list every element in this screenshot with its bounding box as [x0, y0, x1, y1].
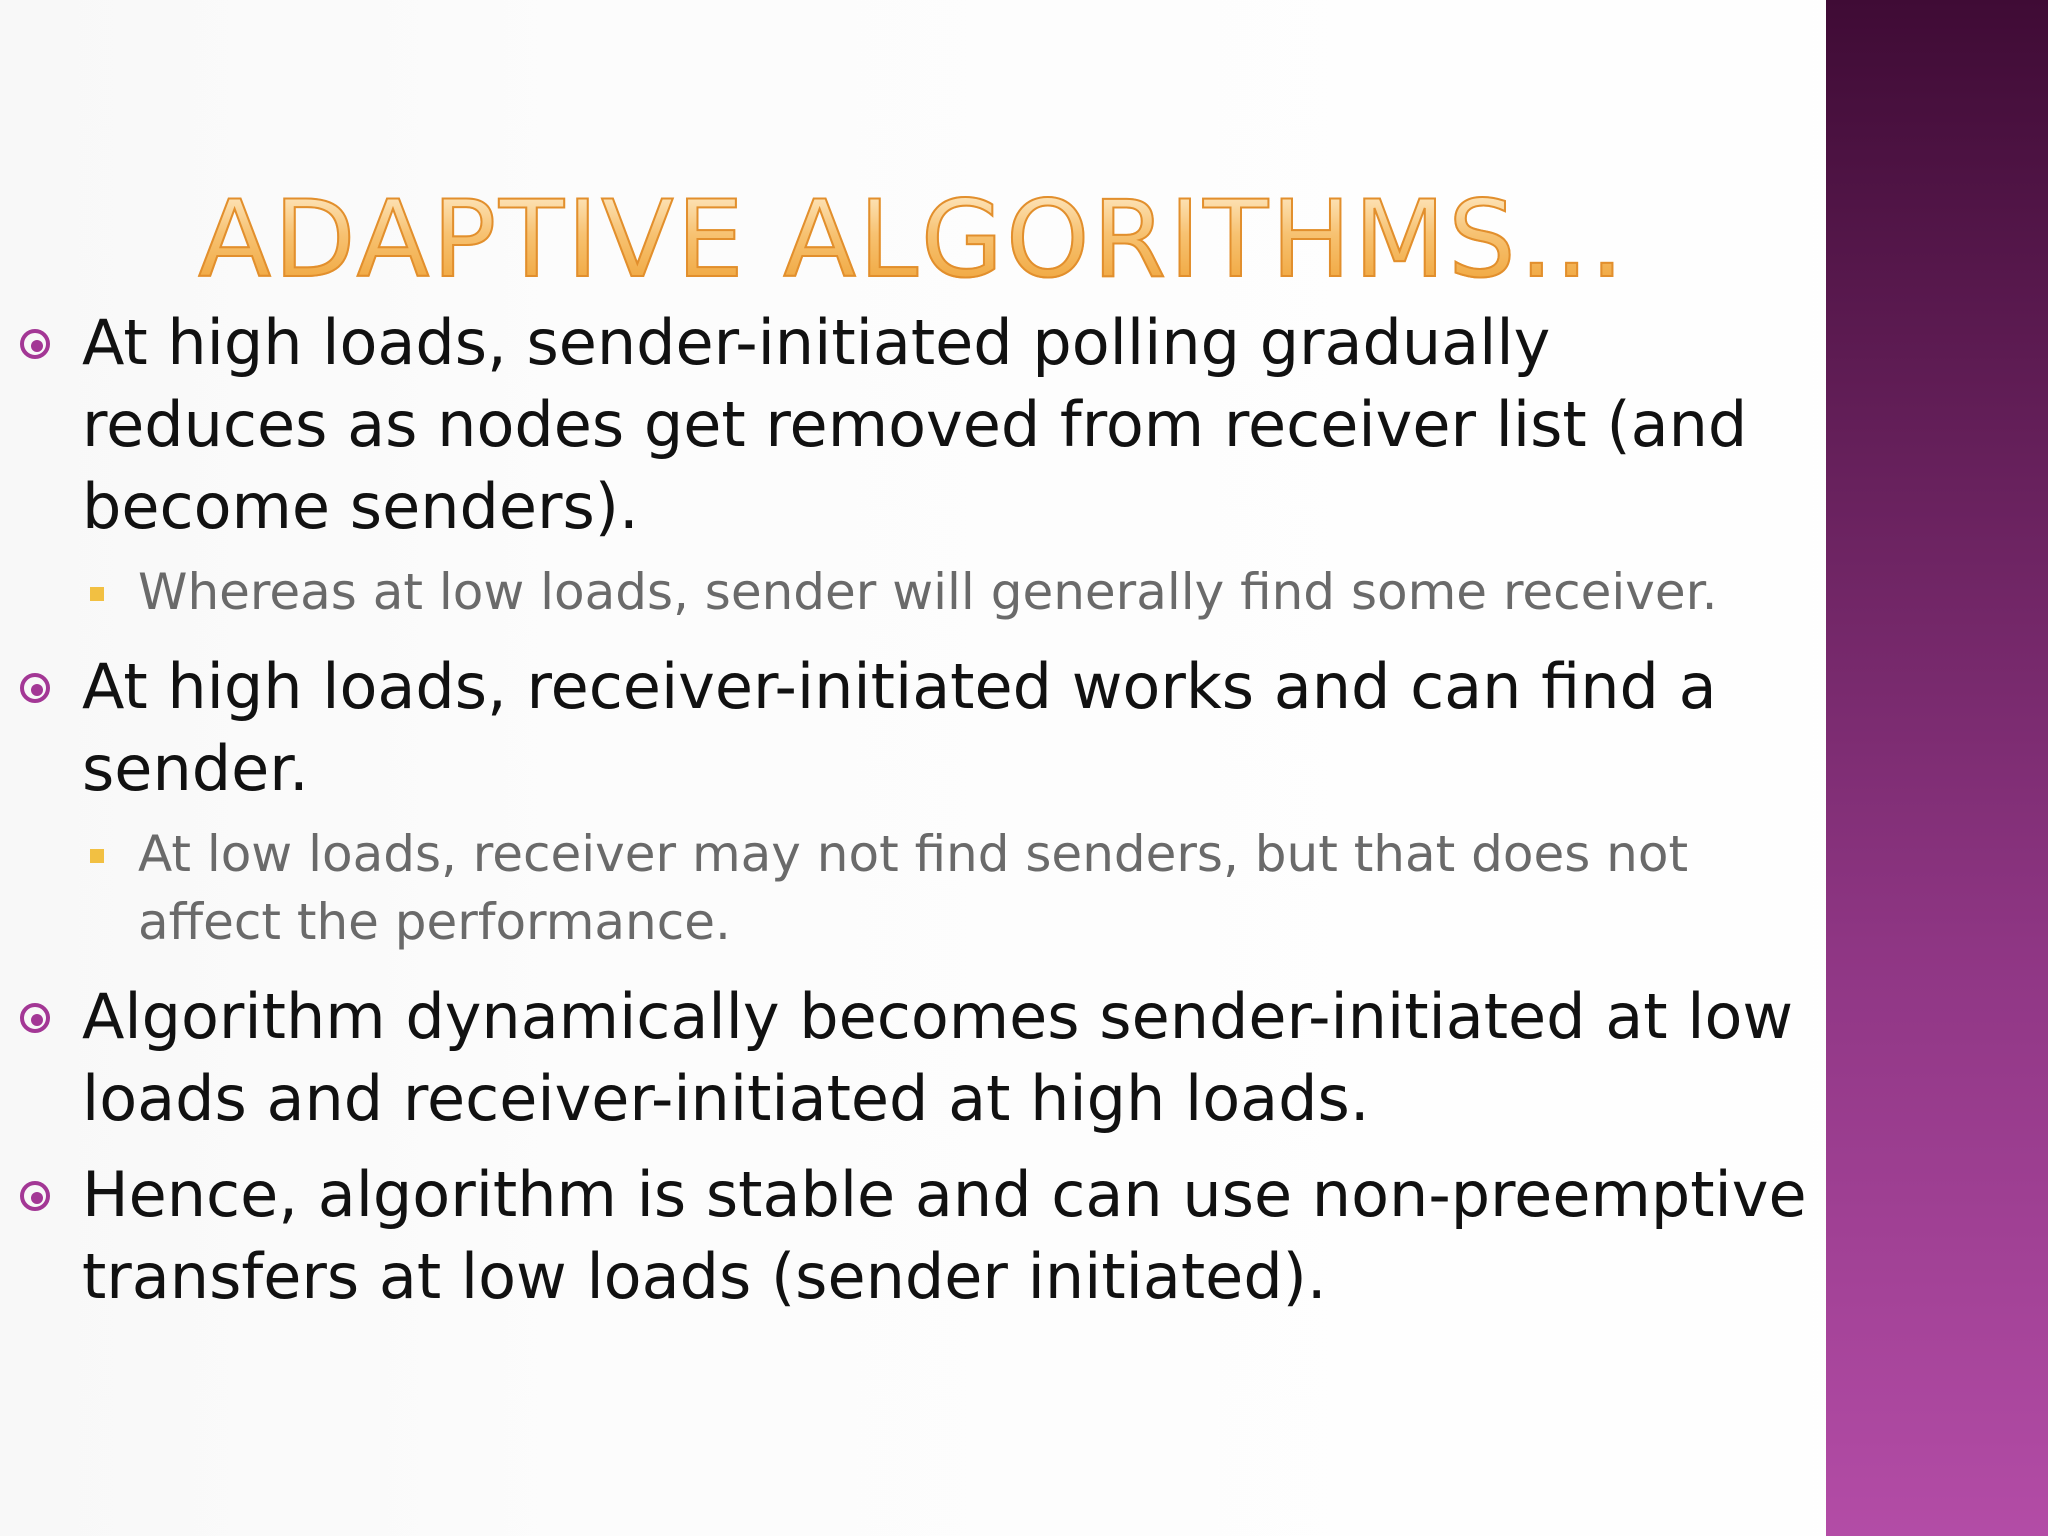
slide-title: ADAPTIVE ALGORITHMS…	[0, 180, 1826, 300]
ring-dot-bullet-icon	[20, 1003, 50, 1033]
subbullet-text-2-1: At low loads, receiver may not find senders, but that does not affect the performance.	[138, 825, 1689, 951]
square-bullet-icon	[90, 849, 104, 863]
slide-content	[20, 302, 1810, 1318]
bullet-point-4	[20, 1154, 1810, 1318]
square-bullet-icon	[90, 587, 104, 601]
bullet-text-4: Hence, algorithm is stable and can use non-preemptive transfers at low loads (sender initiated).	[82, 1158, 1807, 1313]
bullet-text-3: Algorithm dynamically becomes sender-initiated at low loads and receiver-initiated at high loads.	[82, 980, 1794, 1135]
subbullet-text-1-1: Whereas at low loads, sender will generally find some receiver.	[138, 563, 1718, 621]
ring-dot-bullet-icon	[20, 673, 50, 703]
decorative-side-panel	[1826, 0, 2048, 1536]
ring-dot-bullet-icon	[20, 1181, 50, 1211]
bullet-text-1: At high loads, sender-initiated polling gradually reduces as nodes get removed from receiver list (and become senders).	[82, 306, 1748, 543]
bullet-point-1	[20, 302, 1810, 548]
subbullet-2-1	[20, 820, 1810, 956]
bullet-point-2	[20, 646, 1810, 810]
bullet-point-3	[20, 976, 1810, 1140]
ring-dot-bullet-icon	[20, 329, 50, 359]
bullet-text-2: At high loads, receiver-initiated works and can find a sender.	[82, 650, 1717, 805]
subbullet-1-1	[20, 558, 1810, 626]
